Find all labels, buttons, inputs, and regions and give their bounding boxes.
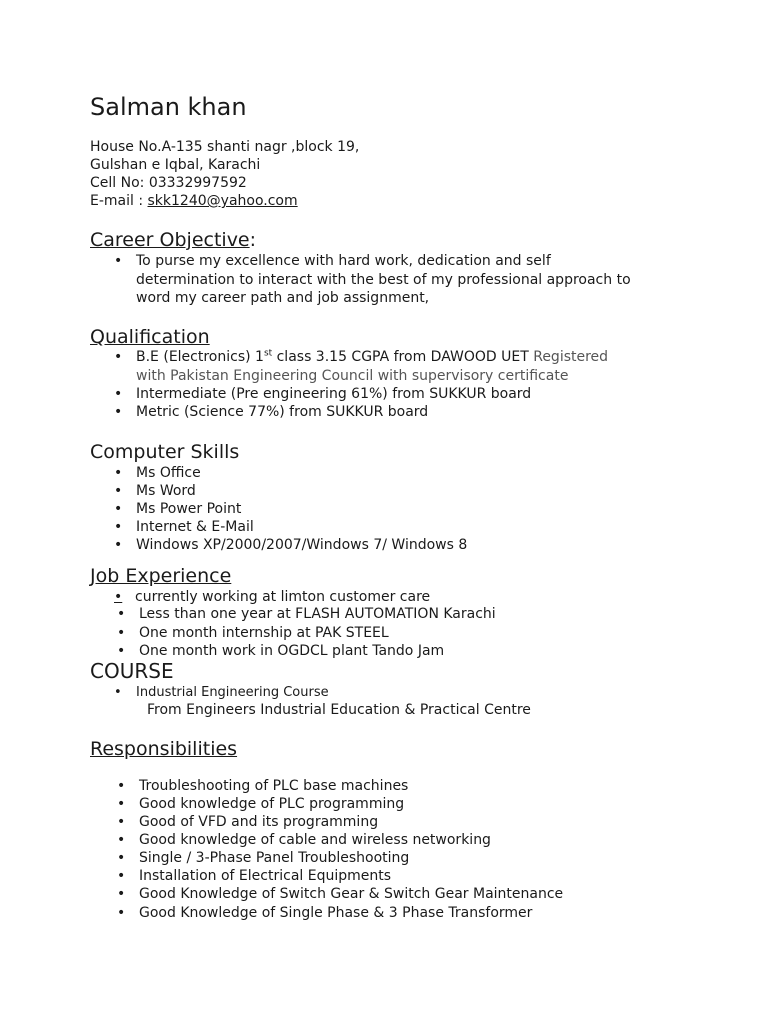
bullet-icon: • [114, 483, 123, 499]
skill-item: Ms Word [136, 483, 196, 499]
qualification-be: B.E (Electronics) 1st class 3.15 CGPA from DAWOOD UET Registered [136, 348, 609, 365]
responsibility-item: Single / 3-Phase Panel Troubleshooting [139, 850, 410, 866]
candidate-name: Salman khan [90, 93, 247, 121]
bullet-icon: • [117, 606, 126, 622]
career-objective-line-1: To purse my excellence with hard work, dedication and self [136, 253, 551, 269]
bullet-icon: • [117, 905, 126, 921]
course-heading: COURSE [90, 659, 174, 683]
bullet-icon: • [114, 465, 123, 481]
responsibility-item: Good of VFD and its programming [139, 814, 379, 830]
address-line-1: House No.A-135 shanti nagr ,block 19, [90, 139, 360, 155]
qualification-heading: Qualification [90, 326, 210, 348]
experience-item: One month internship at PAK STEEL [139, 625, 389, 641]
course-institute: From Engineers Industrial Education & Practical Centre [147, 702, 531, 718]
computer-skills-heading: Computer Skills [90, 441, 240, 463]
bullet-icon: • [117, 778, 126, 794]
qualification-intermediate: Intermediate (Pre engineering 61%) from SUKKUR board [136, 386, 532, 402]
bullet-icon: • [117, 625, 126, 641]
bullet-icon: • [114, 253, 123, 269]
career-objective-line-2: determination to interact with the best of my professional approach to [136, 272, 631, 288]
responsibility-item: Installation of Electrical Equipments [139, 868, 392, 884]
bullet-icon: • [114, 501, 123, 517]
career-objective-line-3: word my career path and job assignment, [136, 290, 430, 306]
job-experience-heading: Job Experience [90, 565, 232, 587]
email-link[interactable]: skk1240@yahoo.com [147, 193, 298, 209]
experience-item: One month work in OGDCL plant Tando Jam [139, 643, 445, 659]
address-line-2: Gulshan e Iqbal, Karachi [90, 157, 261, 173]
qualification-be-line-2: with Pakistan Engineering Council with supervisory certificate [136, 368, 569, 384]
career-objective-heading: Career Objective: [90, 229, 257, 251]
cell-number: Cell No: 03332997592 [90, 175, 247, 191]
course-item: Industrial Engineering Course [136, 685, 329, 700]
experience-item: currently working at limton customer care [135, 589, 431, 605]
skill-item: Internet & E-Mail [136, 519, 254, 535]
bullet-icon: • [117, 868, 126, 884]
responsibilities-heading: Responsibilities [90, 738, 238, 760]
responsibility-item: Good Knowledge of Switch Gear & Switch Gear Maintenance [139, 886, 564, 902]
bullet-icon: • [114, 519, 123, 535]
skill-item: Ms Office [136, 465, 201, 481]
responsibility-item: Troubleshooting of PLC base machines [139, 778, 409, 794]
responsibility-item: Good knowledge of cable and wireless networking [139, 832, 491, 848]
bullet-icon: • [114, 404, 123, 420]
email-line [90, 192, 298, 210]
bullet-icon: • [117, 796, 126, 812]
qualification-metric: Metric (Science 77%) from SUKKUR board [136, 404, 429, 420]
bullet-icon: • [117, 814, 126, 830]
bullet-icon: • [114, 386, 123, 402]
bullet-icon: • [117, 832, 126, 848]
email-label: E-mail : [90, 193, 148, 209]
responsibility-item: Good Knowledge of Single Phase & 3 Phase Transformer [139, 905, 533, 921]
bullet-icon: • [117, 643, 126, 659]
bullet-icon: • [117, 886, 126, 902]
skill-item: Ms Power Point [136, 501, 242, 517]
experience-item: Less than one year at FLASH AUTOMATION Karachi [139, 606, 496, 622]
responsibility-item: Good knowledge of PLC programming [139, 796, 405, 812]
skill-item: Windows XP/2000/2007/Windows 7/ Windows 8 [136, 537, 468, 553]
bullet-icon: • [114, 537, 123, 553]
bullet-icon: • [114, 349, 123, 365]
bullet-icon: • [114, 685, 122, 700]
bullet-icon: • [114, 589, 123, 605]
bullet-icon: • [117, 850, 126, 866]
